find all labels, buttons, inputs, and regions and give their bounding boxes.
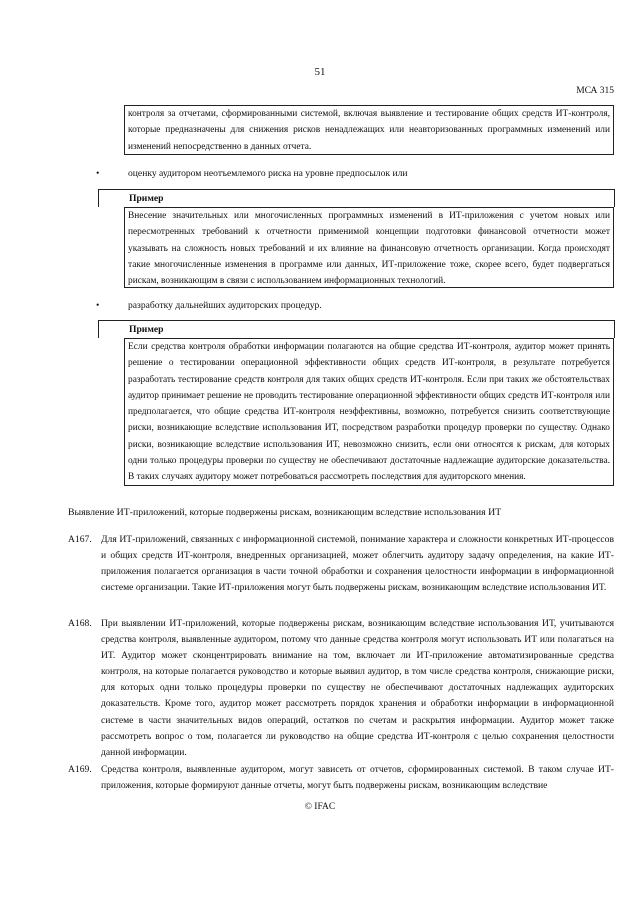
paragraph-text: Для ИТ-приложений, связанных с информационной системой, понимание характера и сложности конкретных ИТ-процессов и общих средств ИТ-контроля, внедренных организацией, может облегчить аудитору задачу определения, на какие ИТ-приложения полагается организация в части точной обработки и сохранения целостности информации в информационной системе организации. Такие ИТ-приложения могут быть подвержены рискам, возникающим вследствие использования ИТ. [101,534,614,594]
bullet-item-1-text: оценку аудитором неотъемлемого риска на уровне предпосылок или [128,168,408,179]
example-2-box [124,338,614,486]
paragraph-text: При выявлении ИТ-приложений, которые подвержены рискам, возникающим вследствие использования ИТ, учитываются средства контроля, выявленные аудитором, потому что данные средства контроля могут использовать ИТ или полагаться на ИТ. Аудитор может сконцентрировать внимание на том, включает ли ИТ-приложение автоматизированные средства контроля, на которые полагается руководство и которые выявил аудитор, в том числе средства контроля, снижающие риски, для которых одни только процедуры проверки по существу не обеспечивают достаточных надлежащих аудиторских доказательств. Кроме того, аудитор может рассмотреть порядок хранения и обработки информации в информационной системе в части значительных видов операций, остатков по счетам и раскрытия информации. Аудитор может также рассмотреть вопрос о том, полагается ли руководство на общие средства ИТ-контроля с целью сохранения целостности данной информации. [101,618,614,758]
paragraph-number: A169. [68,764,92,775]
example-2-title: Пример [129,324,164,335]
continuation-box [124,105,614,155]
paragraph-text: Средства контроля, выявленные аудитором, могут зависеть от отчетов, сформированных системой. В таком случае ИТ-приложения, которые формируют данные отчеты, могут быть подвержены рискам, возникающим вследствие [101,764,614,792]
bullet-item-1 [96,168,616,182]
bullet-item-2 [96,300,616,314]
paragraph-number: A167. [68,534,92,545]
paragraph-a167 [68,532,614,596]
example-1-header [98,189,615,207]
standard-id: МСА 315 [576,86,614,96]
paragraph-a168 [68,616,614,761]
example-1-title: Пример [129,193,164,204]
page-number: 51 [314,66,326,78]
bullet-icon: • [96,168,100,179]
example-2-header [98,320,615,338]
paragraph-number: A168. [68,618,92,629]
bullet-item-2-text: разработку дальнейших аудиторских процедур. [128,300,322,311]
example-2-text: Если средства контроля обработки информации полагаются на общие средства ИТ-контроля, аудитор может принять решение о тестировании операционной эффективности общих средств ИТ-контроля, в результате потребуется разработать тестирование средств контроля для таких общих средств ИТ-контроля. Если при таких же обстоятельствах аудитор принимает решение не проводить тестирование операционной эффективности общих средств ИТ-контроля или предполагается, что общие средства ИТ-контроля неэффективны, возможно, потребуется снизить соответствующие риски, возникающие вследствие использования ИТ, посредством разработки процедур проверки по существу. Однако риски, возникающие вследствие использования ИТ, невозможно снизить, если они относятся к рискам, для которых одни только процедуры проверки по существу не обеспечивают достаточные надлежащие аудиторские доказательства. В таких случаях аудитору может потребоваться рассмотреть последствия для аудиторского мнения. [128,342,610,483]
bullet-icon: • [96,300,100,311]
paragraph-a169 [68,762,614,794]
footer-copyright: © IFAC [304,802,336,812]
continuation-box-text: контроля за отчетами, сформированными системой, включая выявление и тестирование общих средств ИТ-контроля, которые предназначены для снижения рисков ненадлежащих или неавторизованных программных изменений или изменений непосредственно в данных отчета. [128,109,610,152]
section-heading: Выявление ИТ-приложений, которые подвержены рискам, возникающим вследствие использования ИТ [68,507,502,518]
example-1-text: Внесение значительных или многочисленных программных изменений в ИТ-приложения с учетом новых или пересмотренных требований к отчетности применимой концепции подготовки финансовой отчетности может указывать на сложность новых требований и их влияние на финансовую отчетность организации. Когда происходят такие многочисленные изменения в программе или данных, ИТ-приложение тоже, скорее всего, будет подвергаться рискам, возникающим в связи с использованием информационных технологий. [128,211,610,287]
example-1-box [124,207,614,288]
